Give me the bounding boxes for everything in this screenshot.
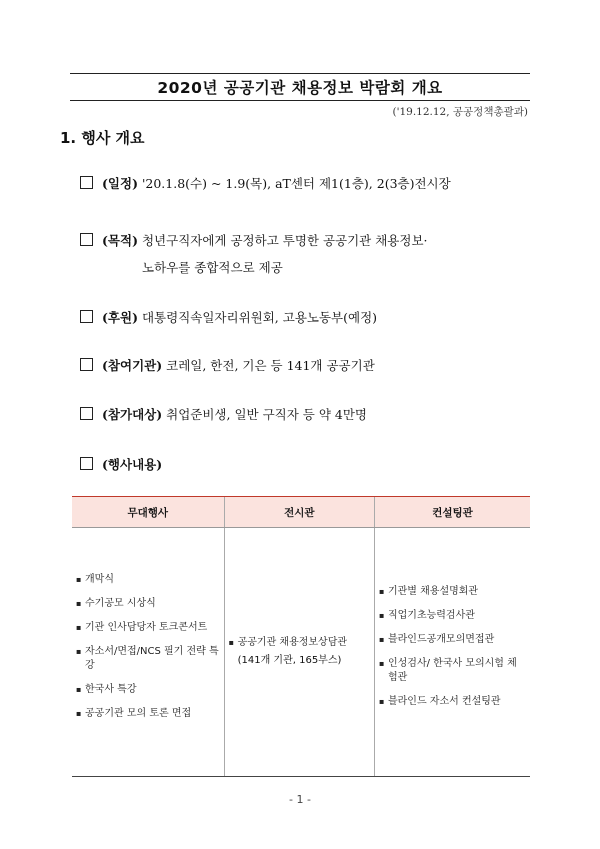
item-label: (목적) xyxy=(102,233,138,248)
list-item: ▪ 자소서/면접/NCS 필기 전략 특강 xyxy=(76,645,220,673)
program-table xyxy=(72,496,530,777)
table-header-row xyxy=(72,497,530,528)
table-header: 무대행사 xyxy=(72,497,224,528)
item-purpose-continued: 노하우를 종합적으로 제공 xyxy=(142,260,283,275)
item-label: (후원) xyxy=(102,310,138,325)
table-row xyxy=(72,528,530,777)
list-item: ▪ 기관별 채용설명회관 xyxy=(379,585,526,599)
item-label: (일정) xyxy=(102,176,138,191)
page-number: - 1 - xyxy=(289,793,311,806)
list-item: ▪ 개막식 xyxy=(76,573,220,587)
list-item: ▪ 공공기관 채용정보상담관 xyxy=(229,636,370,650)
item-label: (참여기관) xyxy=(102,358,163,373)
checkbox-icon xyxy=(80,457,93,470)
list-item: ▪ 직업기초능력검사관 xyxy=(379,609,526,623)
checkbox-icon xyxy=(80,310,93,323)
item-schedule xyxy=(80,172,451,196)
title-text: 2020년 공공기관 채용정보 박람회 개요 xyxy=(157,79,443,97)
table-header: 컨설팅관 xyxy=(374,497,530,528)
exhibition-note: (141개 기관, 165부스) xyxy=(237,655,342,666)
item-sponsor xyxy=(80,306,377,330)
item-text: 청년구직자에게 공정하고 투명한 공공기관 채용정보· xyxy=(141,233,428,248)
consulting-cell xyxy=(374,528,530,777)
checkbox-icon xyxy=(80,233,93,246)
list-item: ▪ 기관 인사담당자 토크콘서트 xyxy=(76,621,220,635)
list-item: ▪ 인성검사/ 한국사 모의시험 체험관 xyxy=(379,657,526,685)
stage-events-cell xyxy=(72,528,224,777)
item-program xyxy=(80,453,162,477)
list-item: ▪ 공공기관 모의 토론 면접 xyxy=(76,707,220,721)
item-label: (참가대상) xyxy=(102,407,163,422)
table-header: 전시관 xyxy=(224,497,374,528)
item-purpose xyxy=(80,229,428,253)
checkbox-icon xyxy=(80,358,93,371)
item-text: 코레일, 한전, 기은 등 141개 공공기관 xyxy=(166,358,375,373)
item-target xyxy=(80,403,367,427)
list-item: ▪ 블라인드 자소서 컨설팅관 xyxy=(379,695,526,709)
checkbox-icon xyxy=(80,407,93,420)
item-text: 대통령직속일자리위원회, 고용노동부(예정) xyxy=(141,310,378,325)
list-item: ▪ 수기공모 시상식 xyxy=(76,597,220,611)
list-item: ▪ 블라인드공개모의면접관 xyxy=(379,633,526,647)
item-text: 취업준비생, 일반 구직자 등 약 4만명 xyxy=(166,407,367,422)
item-text: '20.1.8(수) ~ 1.9(목), aT센터 제1(1층), 2(3층)전시장 xyxy=(141,176,451,191)
item-participants xyxy=(80,354,375,378)
exhibition-cell xyxy=(224,528,374,777)
checkbox-icon xyxy=(80,176,93,189)
section-heading: 1. 행사 개요 xyxy=(60,129,145,147)
document-subtitle: ('19.12.12, 공공정책총괄과) xyxy=(392,106,528,118)
document-title xyxy=(70,73,530,101)
list-item: ▪ 한국사 특강 xyxy=(76,683,220,697)
item-label: (행사내용) xyxy=(102,457,163,472)
